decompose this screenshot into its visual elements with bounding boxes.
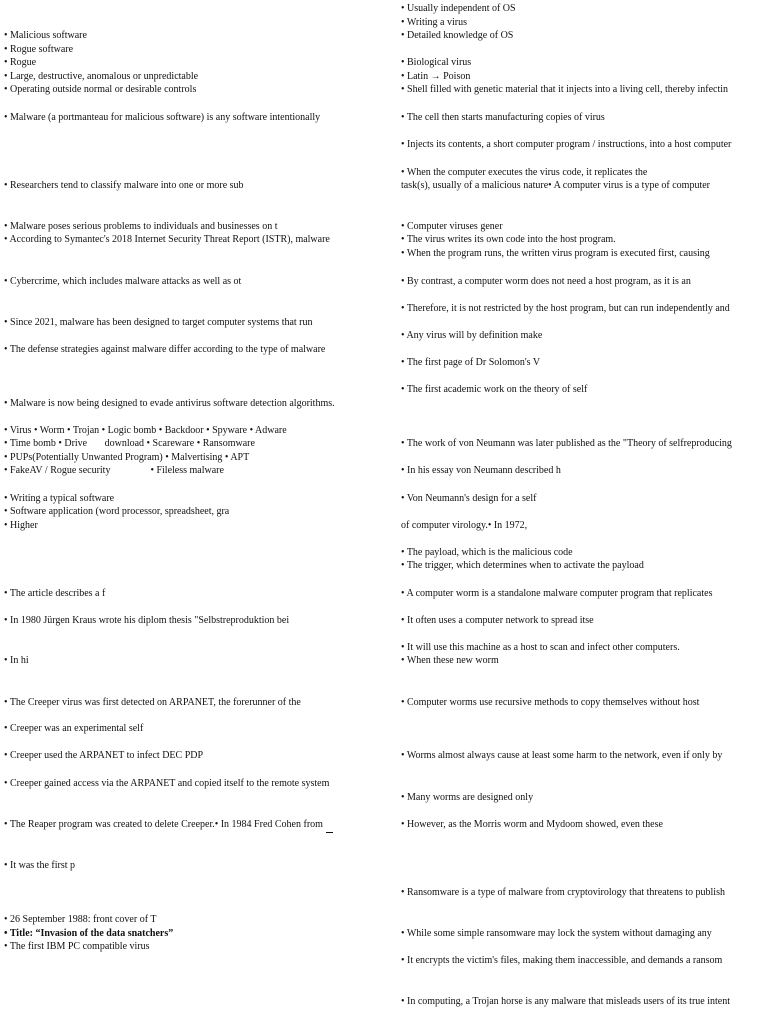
list-item: • When these new worm xyxy=(401,655,499,666)
list-item: • PUPs(Potentially Unwanted Program) • Malvertising • APT xyxy=(4,452,250,463)
list-item: • According to Symantec's 2018 Internet Security Threat Report (ISTR), malware xyxy=(4,234,330,245)
list-item: • Researchers tend to classify malware into one or more sub xyxy=(4,180,244,191)
list-item: • Injects its contents, a short computer program / instructions, into a host computer xyxy=(401,139,732,150)
list-item: • The work of von Neumann was later published as the "Theory of selfreproducing xyxy=(401,438,732,449)
list-item: • It was the first p xyxy=(4,860,75,871)
list-item: • In hi xyxy=(4,655,29,666)
list-item: • Virus • Worm • Trojan • Logic bomb • Backdoor • Spyware • Adware xyxy=(4,425,287,436)
list-item: • In his essay von Neumann described h xyxy=(401,465,561,476)
list-item: • Von Neumann's design for a self xyxy=(401,493,537,504)
list-item: • The first academic work on the theory of self xyxy=(401,384,588,395)
list-item: • The Reaper program was created to delete Creeper.• In 1984 Fred Cohen from xyxy=(4,819,323,830)
list-item: • When the program runs, the written virus program is executed first, causing xyxy=(401,248,710,259)
list-item: • Worms almost always cause at least some harm to the network, even if only by xyxy=(401,750,723,761)
list-item: • The first IBM PC compatible virus xyxy=(4,941,150,952)
list-item: • Any virus will by definition make xyxy=(401,330,543,341)
list-item: • However, as the Morris worm and Mydoom showed, even these xyxy=(401,819,663,830)
list-item: • Malicious software xyxy=(4,30,87,41)
divider xyxy=(326,832,333,833)
list-item: • Creeper gained access via the ARPANET and copied itself to the remote system xyxy=(4,778,330,789)
list-item: • In computing, a Trojan horse is any malware that misleads users of its true intent xyxy=(401,996,730,1007)
list-item: • Software application (word processor, spreadsheet, gra xyxy=(4,506,230,517)
list-item: • Latin → Poison xyxy=(401,71,471,82)
list-item: • It encrypts the victim's files, making them inaccessible, and demands a ransom xyxy=(401,955,723,966)
list-item: • Rogue xyxy=(4,57,37,68)
list-item: • Creeper was an experimental self xyxy=(4,723,144,734)
list-item: • Many worms are designed only xyxy=(401,792,534,803)
list-item: • Title: “Invasion of the data snatchers” xyxy=(4,928,174,939)
list-item: • The cell then starts manufacturing copies of virus xyxy=(401,112,605,123)
list-item: • The Creeper virus was first detected on ARPANET, the forerunner of the xyxy=(4,697,301,708)
list-item: • Rogue software xyxy=(4,44,74,55)
list-item: of computer virology.• In 1972, xyxy=(401,520,528,531)
list-item: • Ransomware is a type of malware from cryptovirology that threatens to publish xyxy=(401,887,725,898)
list-item: • The article describes a f xyxy=(4,588,106,599)
list-item: • In 1980 Jürgen Kraus wrote his diplom thesis "Selbstreproduktion bei xyxy=(4,615,290,626)
list-item: • Writing a typical software xyxy=(4,493,115,504)
list-item: • Writing a virus xyxy=(401,17,467,28)
list-item: • Computer viruses gener xyxy=(401,221,503,232)
list-item: • Malware is now being designed to evade antivirus software detection algorithms. xyxy=(4,398,335,409)
list-item: • It often uses a computer network to spread itse xyxy=(401,615,594,626)
list-item: • While some simple ransomware may lock the system without damaging any xyxy=(401,928,712,939)
list-item: • By contrast, a computer worm does not need a host program, as it is an xyxy=(401,276,691,287)
list-item: • 26 September 1988: front cover of T xyxy=(4,914,157,925)
list-item: • The payload, which is the malicious code xyxy=(401,547,573,558)
list-item: • When the computer executes the virus code, it replicates the xyxy=(401,167,648,178)
list-item: • Shell filled with genetic material that it injects into a living cell, thereby infectin xyxy=(401,84,729,95)
list-item: • Since 2021, malware has been designed to target computer systems that run xyxy=(4,317,313,328)
list-item: • A computer worm is a standalone malware computer program that replicates xyxy=(401,588,713,599)
list-item: • Cybercrime, which includes malware attacks as well as ot xyxy=(4,276,242,287)
list-item: • The first page of Dr Solomon's V xyxy=(401,357,541,368)
list-item: • Malware poses serious problems to individuals and businesses on t xyxy=(4,221,278,232)
list-item: • The virus writes its own code into the host program. xyxy=(401,234,616,245)
list-item: • Biological virus xyxy=(401,57,472,68)
list-item: • FakeAV / Rogue security • Fileless malware xyxy=(4,465,224,476)
list-item: • Higher xyxy=(4,520,38,531)
list-item: task(s), usually of a malicious nature• A computer virus is a type of computer xyxy=(401,180,710,191)
list-item: • Creeper used the ARPANET to infect DEC PDP xyxy=(4,750,204,761)
list-item: • It will use this machine as a host to scan and infect other computers. xyxy=(401,642,680,653)
list-item: • Time bomb • Drive download • Scareware • Ransomware xyxy=(4,438,255,449)
list-item: • Computer worms use recursive methods to copy themselves without host xyxy=(401,697,700,708)
list-item: • Therefore, it is not restricted by the host program, but can run independently and xyxy=(401,303,730,314)
list-item: • Detailed knowledge of OS xyxy=(401,30,514,41)
list-item: • Usually independent of OS xyxy=(401,3,516,14)
list-item: • Malware (a portmanteau for malicious software) is any software intentionally xyxy=(4,112,321,123)
list-item: • Operating outside normal or desirable controls xyxy=(4,84,197,95)
list-item: • Large, destructive, anomalous or unpredictable xyxy=(4,71,199,82)
list-item: • The defense strategies against malware differ according to the type of malware xyxy=(4,344,326,355)
list-item: • The trigger, which determines when to activate the payload xyxy=(401,560,644,571)
